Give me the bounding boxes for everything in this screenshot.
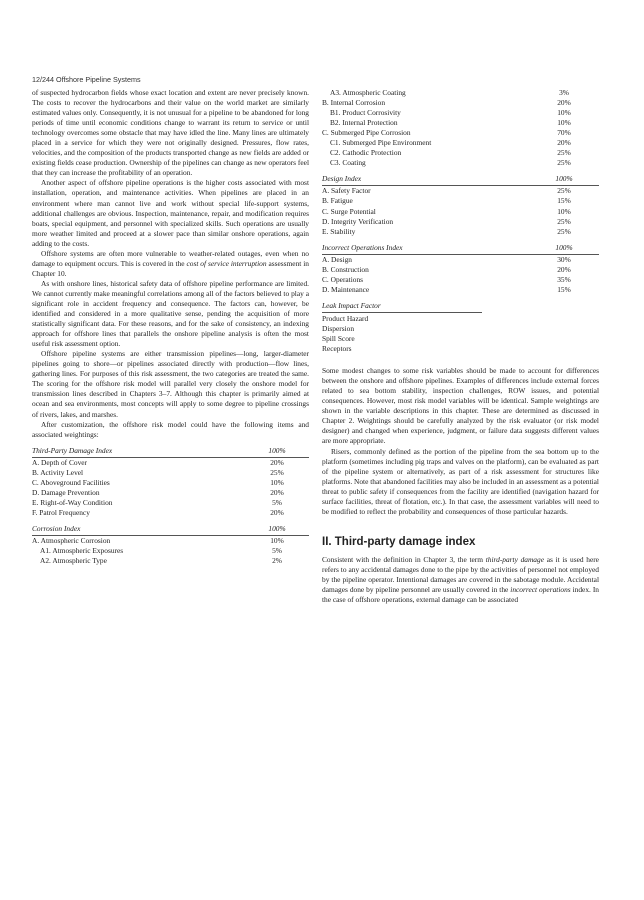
- item-weight: 25%: [270, 467, 284, 477]
- paragraph: Offshore pipeline systems are either transmission pipelines—long, larger-diameter pipelines going to shore—or pipelines associated directly with production—flow lines, gathering lines. For purposes of this risk assessment, the two categories are treated the same. The scoring for the offshore risk model will parallel very closely the onshore model for transmission lines described in Chapters 3–7. Although this chapter is primarily aimed at ocean and sea environments, most concepts will apply to some degree to pipeline crossings of rivers, lakes, and marshes.: [32, 349, 309, 419]
- item-label: C. Surge Potential: [322, 206, 376, 216]
- table-row: [322, 158, 599, 168]
- item-label: A2. Atmospheric Type: [40, 556, 107, 566]
- table-row: [32, 468, 309, 478]
- item-label: C1. Submerged Pipe Environment: [330, 138, 432, 148]
- item-weight: 10%: [270, 536, 284, 546]
- item-weight: 20%: [270, 487, 284, 497]
- right-column: [322, 88, 599, 605]
- table-row: [32, 546, 309, 556]
- item-weight: 5%: [272, 546, 282, 556]
- paragraph: After customization, the offshore risk model could have the following items and associated weightings:: [32, 419, 309, 439]
- item-weight: 10%: [270, 477, 284, 487]
- item-weight: 25%: [557, 148, 571, 158]
- table-row: [32, 488, 309, 498]
- item-weight: 25%: [557, 226, 571, 236]
- item-label: C. Submerged Pipe Corrosion: [322, 128, 411, 138]
- corrosion-index-table-continued: [322, 88, 599, 168]
- table-row: [322, 207, 599, 217]
- item-label: D. Damage Prevention: [32, 487, 100, 497]
- third-party-index-table: Third-Party Damage Index 100% A. Depth of Cover 20% B. Activity Level 25% C. Aboveground Facilities 10% D. Damage Prevention 20% E. Right-of-Way Condition 5% F. Patrol Frequency 20%: [32, 446, 309, 518]
- incorrect-operations-index-table: Incorrect Operations Index 100% A. Design 30% B. Construction 20% C. Operations 35% D. Maintenance 15%: [322, 243, 599, 295]
- section-heading: II. Third-party damage index: [322, 535, 476, 548]
- table-row: [322, 118, 599, 128]
- table-row: [322, 285, 599, 295]
- item-label: D. Maintenance: [322, 284, 370, 294]
- item-label: B. Internal Corrosion: [322, 98, 386, 108]
- table-row: [32, 457, 309, 468]
- item-weight: 20%: [557, 264, 571, 274]
- item-weight: 70%: [557, 128, 571, 138]
- table-row: [32, 478, 309, 488]
- running-header: 12/244 Offshore Pipeline Systems: [32, 75, 141, 84]
- item-weight: 25%: [557, 158, 571, 168]
- item-label: B. Construction: [322, 264, 369, 274]
- item-weight: 15%: [557, 284, 571, 294]
- table-row: [32, 536, 309, 547]
- table-row: [32, 508, 309, 518]
- table-row: [32, 556, 309, 566]
- item-weight: 2%: [272, 556, 282, 566]
- item-weight: 35%: [557, 274, 571, 284]
- item-label: A. Depth of Cover: [32, 457, 88, 467]
- item-weight: 20%: [557, 98, 571, 108]
- item-label: B1. Product Corrosivity: [330, 108, 401, 118]
- table-row: [322, 138, 599, 148]
- paragraph: of suspected hydrocarbon fields whose exact location and extent are never precisely known. The costs to recover the hydrocarbons and their value on the world market are similarly estimated values only. Consequently, it is not unusual for a pipeline to be abandoned for long periods of time until economic conditions change to warrant its return to service or until technology overcomes some obstacle that may have idled the line. Many lines are ultimately placed in a service for which they were not originally designed. Pressures, flow rates, velocities, and the composition of the products transported change as new fields are added or existing fields cease production. Ownership of the pipelines can change as new operators feel that they can increase the profitability of an operation.: [32, 88, 309, 178]
- list-item: Dispersion: [322, 323, 355, 333]
- item-weight: 20%: [270, 457, 284, 467]
- leak-impact-title: Leak Impact Factor: [322, 301, 482, 313]
- item-label: A1. Atmospheric Exposures: [40, 546, 124, 556]
- item-weight: 25%: [557, 216, 571, 226]
- item-weight: 25%: [557, 186, 571, 196]
- table-row: [322, 108, 599, 118]
- item-label: B. Fatigue: [322, 196, 353, 206]
- paragraph: As with onshore lines, historical safety data of offshore pipeline performance are limited. We cannot currently make meaningful correlations among all of the factors believed to play a significant role in accident frequency and consequence. The factors can, however, be identified and considered in a more qualitative sense, pending the acquisition of more statistically significant data. For these reasons, and for the sake of consistency, an indexing approach for offshore lines that parallels the onshore pipeline analysis is often the most useful risk assessment option.: [32, 278, 309, 349]
- table-row: [322, 275, 599, 285]
- corrosion-index-table: Corrosion Index 100% A. Atmospheric Corrosion 10% A1. Atmospheric Exposures 5% A2. Atmospheric Type 2%: [32, 524, 309, 566]
- item-label: F. Patrol Frequency: [32, 507, 90, 517]
- design-index-table: Design Index 100% A. Safety Factor 25% B. Fatigue 15% C. Surge Potential 10% D. Integrity Verification 25% E. Stability 25%: [322, 174, 599, 236]
- item-weight: 10%: [557, 108, 571, 118]
- item-label: C3. Coating: [330, 158, 366, 168]
- item-label: B. Activity Level: [32, 467, 84, 477]
- list-item: Spill Score: [322, 334, 355, 344]
- item-label: C. Aboveground Facilities: [32, 477, 110, 487]
- table-row: [322, 186, 599, 197]
- item-label: A. Atmospheric Corrosion: [32, 536, 111, 546]
- table-row: [32, 498, 309, 508]
- item-label: D. Integrity Verification: [322, 216, 394, 226]
- table-row: [322, 265, 599, 275]
- left-column: [32, 88, 309, 566]
- item-label: E. Right-of-Way Condition: [32, 497, 113, 507]
- item-weight: 20%: [557, 138, 571, 148]
- paragraph: Another aspect of offshore pipeline operations is the higher costs associated with most installation, operation, and maintenance activities. When pipelines are placed in an environment where man cannot live and work without special life-support systems, additional challenges are obvious. Inspection, maintenance, repair, and modification requires boats, special equipment, and personnel with specialized skills. Such operations are usually more weather limited and proceed at a slower pace than similar onshore operations, again adding to the costs.: [32, 178, 309, 248]
- item-weight: 30%: [557, 254, 571, 264]
- table-row: [322, 98, 599, 108]
- item-label: C. Operations: [322, 274, 364, 284]
- table-row: [322, 148, 599, 158]
- paragraph: Risers, commonly defined as the portion of the pipeline from the sea bottom up to the platform (sometimes including pig traps and valves on the platform), can be evaluated as part of the pipeline system or alternatively, as part of a risk assessment for structures like platforms. Note that abandoned facilities may also be included in an assessment as a potential threat to public safety if consequences from the facility are identified (navigation hazard for surface facilities, threat of flotation, etc.). In that case, the assessment variables will need to be modified to reflect the probability and consequences of those particular hazards.: [322, 446, 599, 516]
- item-label: B2. Internal Protection: [330, 118, 398, 128]
- table-row: [322, 217, 599, 227]
- list-item: Receptors: [322, 344, 352, 354]
- item-weight: 10%: [557, 118, 571, 128]
- item-label: C2. Cathodic Protection: [330, 148, 402, 158]
- item-weight: 15%: [557, 196, 571, 206]
- item-weight: 10%: [557, 206, 571, 216]
- item-weight: 5%: [272, 497, 282, 507]
- item-label: A3. Atmospheric Coating: [330, 88, 406, 97]
- item-label: E. Stability: [322, 226, 356, 236]
- item-weight: 20%: [270, 507, 284, 517]
- list-item: Product Hazard: [322, 313, 369, 323]
- table-row: [322, 128, 599, 138]
- table-row: [322, 254, 599, 265]
- table-row: [322, 196, 599, 206]
- paragraph: Some modest changes to some risk variables should be made to account for differences between the onshore and offshore pipelines. Examples of differences include external forces related to sea bottom stability, inspection challenges, ROW issues, and potential consequences. However, most risk model variables will be identical. Sample weightings are shown in the variable descriptions in this chapter. These are determined as discussed in Chapter 2. Weightings should be carefully analyzed by the risk evaluator (or risk model designer) and changed when experience, judgment, or failure data suggests different values are more appropriate.: [322, 366, 599, 446]
- item-weight: 3%: [559, 88, 569, 97]
- item-label: A. Safety Factor: [322, 186, 371, 196]
- leak-impact-factor-list: [322, 301, 482, 354]
- paragraph: Consistent with the definition in Chapter 3, the term third-party damage as it is used here refers to any accidental damages done to the pipe by the activities of personnel not employed by the pipeline operator. Intentional damages are covered in the sabotage module. Accidental damages done by pipeline personnel are usually covered in the incorrect operations index. In the case of offshore operations, external damage can be associated: [322, 554, 599, 605]
- table-row: [322, 88, 599, 98]
- paragraph: Offshore systems are often more vulnerable to weather-related outages, even when no damage to equipment occurs. This is covered in the cost of service interruption assessment in Chapter 10.: [32, 248, 309, 278]
- item-label: A. Design: [322, 254, 352, 264]
- table-row: [322, 227, 599, 237]
